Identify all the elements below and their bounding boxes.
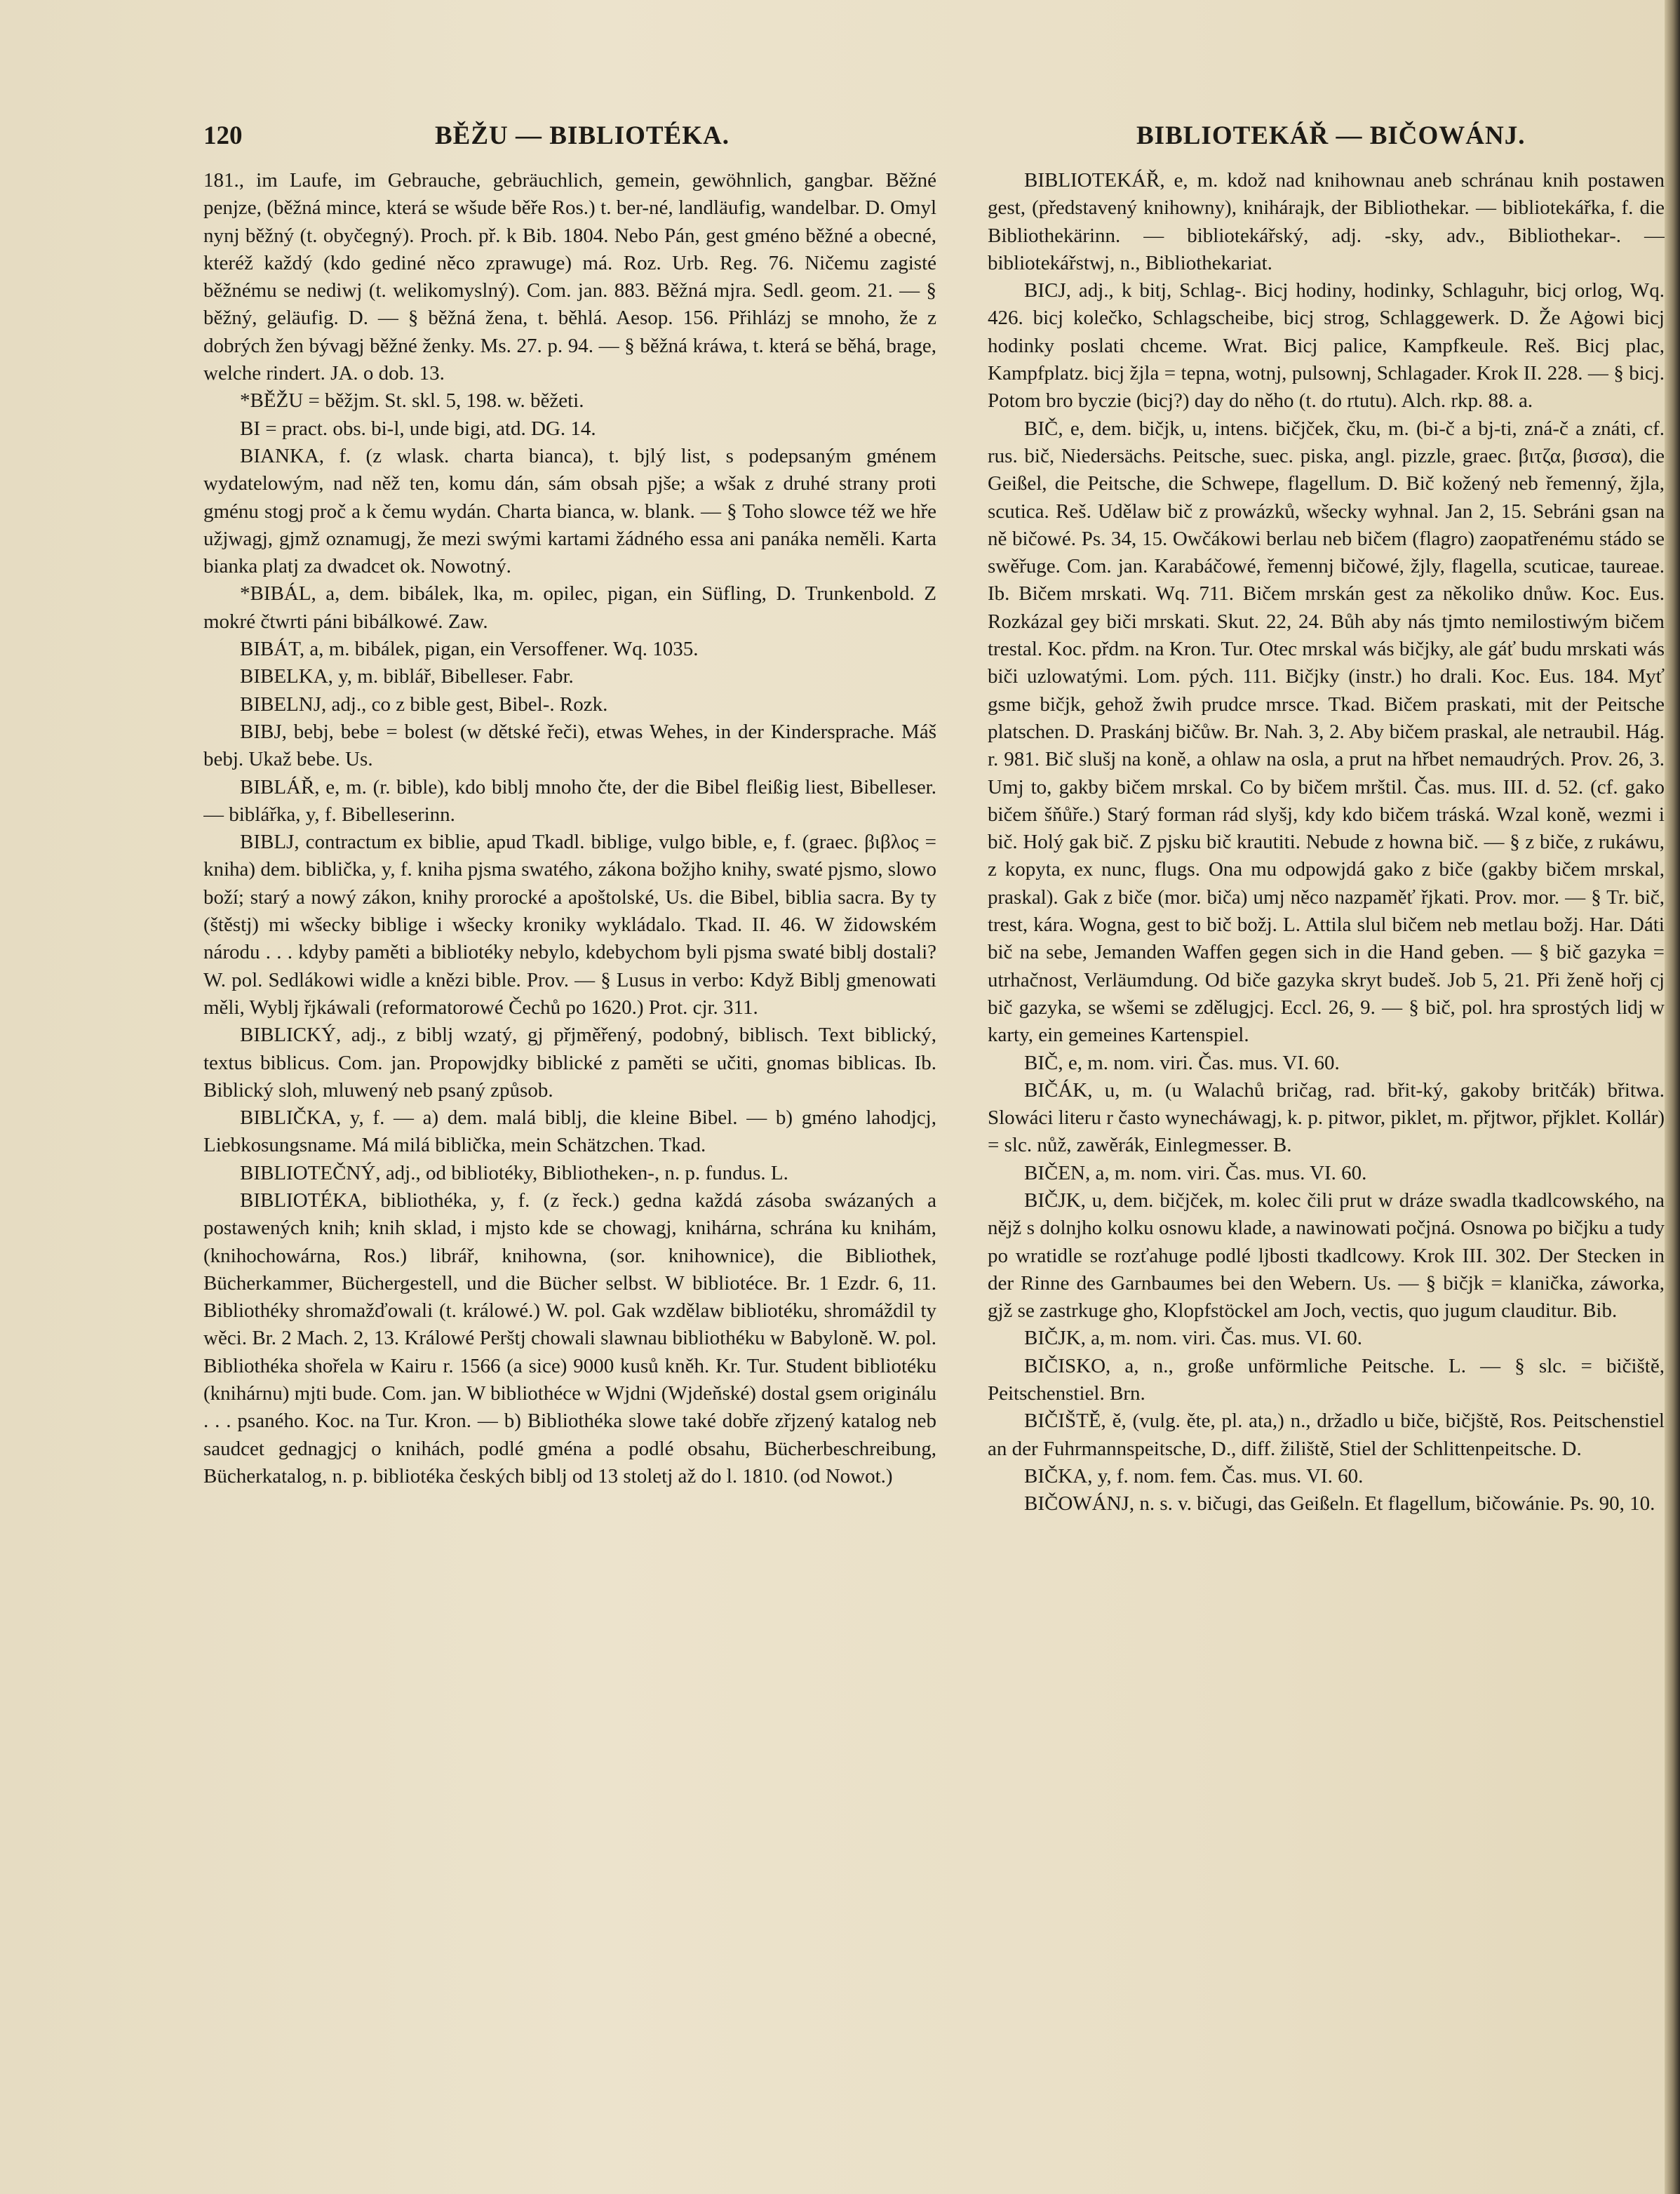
running-header [203, 121, 1617, 163]
dictionary-entry: BI = pract. obs. bi-l, unde bigi, atd. DG. 14. [240, 417, 596, 440]
dictionary-entry: BIBLJ, contractum ex biblie, apud Tkadl. biblige, vulgo bible, e, f. (graec. βιβλος = kniha) dem. biblička, y, f. kniha pjsma swatého, zákona božjho knihy, swaté pjsmo, slowo boží; starý a nowý zákon, knihy prorocké a apoštolské, Us. die Bibel, biblia sacra. By ty (štěstj) mi wšecky biblige i wšecky kroniky wykládalo. Tkad. II. 46. W židowském národu . . . kdyby paměti a bibliotéky nebylo, kdebychom byli pjsma swaté biblj dostali? W. pol. Sedlákowi widle a knězi bible. Prov. — § Lusus in verbo: Když Biblj gmenowati měli, Wyblj řjkáwali (reformatorowé Čechů po 1620.) Prot. cjr. 311. [203, 831, 936, 1019]
dictionary-entry: BIBELNJ, adj., co z bible gest, Bibel-. Rozk. [240, 693, 608, 716]
dictionary-entry: BIČ, e, dem. bičjk, u, intens. bičjček, čku, m. (bi-č a bj-ti, zná-č a znáti, cf. rus. bič, Niedersächs. Peitsche, suec. piska, angl. pizzle, graec. βιτζα, βισσα), die Geißel, die Peitsche, die Schwepe, flagellum. D. Bič kožený neb řemenný, žjla, scutica. Reš. Udělaw bič z prowázků, wšecky wyhnal. Jan 2, 15. Sebráni gsan na ně bičowé. Ps. 34, 15. Owčákowi berlau neb bičem (flagro) zaopatřenému stádo se swěřuge. Com. jan. Karabáčowé, řemennj bičowé, žjly, flagella, scuticae, taureae. Ib. Bičem mrskati. Wq. 711. Bičem mrskán gest za několiko dnůw. Koc. Eus. Rozkázal gey biči mrskati. Skut. 22, 24. Bůh aby nás tjmto nemilostiwým bičem trestal. Koc. přdm. na Kron. Tur. Otec mrskal wás bičjky, ale gáť budu mrskati wás biči uzlowatými. Lom. pých. 111. Bičjky (instr.) ho drali. Koc. Eus. 184. Myť gsme bičjk, gehož žwih prudce mrsce. Tkad. Bičem praskati, mit der Peitsche platschen. D. Praskánj bičůw. Br. Nah. 3, 2. Aby bičem praskal, ale netraubil. Hág. r. 981. Bič slušj na koně, a ohlaw na osla, a prut na hřbet nemaudrých. Prov. 26, 3. Umj to, gakby bičem mrskal. Co by bičem mrštil. Čas. mus. III. d. 52. (cf. gako bičem šňůře.) Starý forman rád slyšj, kdy kdo bičem tráská. Wzal koně, wezmi i bič. Holý gak bič. Z pjsku bič krautiti. Nebude z howna bič. — § z biče, z rukáwu, z kopyta, ex nunc, flugs. Ona mu odpowjdá gako z biče (gakby bičem mrskal, praskal). Gak z biče (mor. biča) umj něco nazpaměť řjkati. Prov. mor. — § Tr. bič, trest, kára. Wogna, gest to bič božj. L. Attila slul bičem neb metlau božj. Har. Dáti bič na sebe, Jemanden Waffen gegen sich in die Hand geben. — § bič gazyka = utrhačnost, Verläumdung. Od biče gazyka skryt budeš. Job 5, 21. Při ženě hořj cj bič gazyka, se wšemi se zdělugjcj. Eccl. 26, 9. — § bič, pol. hra sprostých lidj w karty, ein gemeines Kartenspiel. [988, 417, 1665, 1047]
header-right-title: BIBLIOTEKÁŘ — BIČOWÁNJ. [1136, 121, 1526, 150]
dictionary-entry: BIČISKO, a, n., große unförmliche Peitsche. L. — § slc. = bičiště, Peitschenstiel. Brn. [988, 1354, 1665, 1405]
dictionary-entry: BIČEN, a, m. nom. viri. Čas. mus. VI. 60. [1024, 1161, 1367, 1184]
dictionary-entry: BIBELKA, y, m. biblář, Bibelleser. Fabr. [240, 665, 574, 688]
dictionary-entry: BIANKA, f. (z wlask. charta bianca), t. bjlý list, s podepsaným gménem wydatelowým, nad něž ten, komu dán, sám obsah pjše; a wšak z druhé strany proti gménu stogj proč a k čemu wydán. Charta bianca, w. blank. — § Toho slowce též we hře užjwagj, gjmž oznamugj, že mezi swými kartami žádného essa ani panáka neměli. Karta bianka platj za dwadcet ok. Nowotný. [203, 444, 936, 578]
dictionary-entry: BIBÁT, a, m. bibálek, pigan, ein Versoffener. Wq. 1035. [240, 638, 699, 661]
dictionary-entry: BIBLIOTEKÁŘ, e, m. kdož nad knihownau aneb schránau knih postawen gest, (představený knihowny), knihárajk, der Bibliothekar. — bibliotekářka, f. die Bibliothekärinn. — bibliotekářský, adj. -sky, adv., Bibliothekar-. — bibliotekářstwj, n., Bibliothekariat. [988, 169, 1665, 274]
dictionary-entry: BIBLIOTÉKA, bibliothéka, y, f. (z řeck.) gedna každá zásoba swázaných a postawených knih; knih sklad, i mjsto kde se chowagj, knihárna, schrána ku knihám, (knihochowárna, Ros.) librář, knihowna, (sor. knihownice), die Bibliothek, Bücherkammer, Büchergestell, und die Bücher selbst. W bibliotéce. Br. 1 Ezdr. 6, 11. Bibliothéky shromažďowali (t. králowé.) W. pol. Gak wzdělaw bibliotéku, shromáždil ty wěci. Br. 2 Mach. 2, 13. Králowé Perštj chowali slawnau bibliothéku w Babyloně. W. pol. Bibliothéka shořela w Kairu r. 1566 (a sice) 9000 kusů kněh. Kr. Tur. Student bibliotéku (knihárnu) mjti bude. Com. jan. W bibliothéce w Wjdni (Wjdeňské) dostal gsem originálu . . . psaného. Koc. na Tur. Kron. — b) Bibliothéka slowe také dobře zřjzený katalog neb saudcet gednagjcj o knihách, podlé gména a podlé obsahu, Bücherbeschreibung, Bücherkatalog, n. p. bibliotéka českých biblj od 13 stoletj až do l. 1810. (od Nowot.) [203, 1189, 936, 1487]
dictionary-entry: BIČJK, u, dem. bičjček, m. kolec čili prut w dráze swadla tkadlcowského, na nějž s dolnjho kolku osnowu klade, a nawinowati počjná. Osnowa po bičjku a tudy po wratidle se rozťahuge podlé ljbosti tkadlcowy. Krok III. 302. Der Stecken in der Rinne des Garnbaumes bei den Webern. Us. — § bičjk = klanička, záworka, gjž se zastrkuge gho, Klopfstöckel am Joch, vectis, quo jugum clauditur. Bib. [988, 1189, 1665, 1323]
dictionary-entry: BICJ, adj., k bitj, Schlag-. Bicj hodiny, hodinky, Schlaguhr, bicj orlog, Wq. 426. bicj kolečko, Schlagscheibe, bicj strog, Schlaggewerk. D. Že Aġowi bicj hodinky poslati chceme. Wrat. Bicj palice, Kampfkeule. Reš. Bicj plac, Kampfplatz. bicj žjla = tepna, wotnj, pulsownj, Schlagader. Krok II. 228. — § bicj. Potom bro byczie (bicj?) day do něho (t. do rtutu). Alch. rkp. 88. a. [988, 279, 1665, 413]
dictionary-entry: BIČÁK, u, m. (u Walachů bričag, rad. břit-ký, gakoby britčák) břitwa. Slowáci literu r často wynecháwagj, k. p. pitwor, piklet, m. přjtwor, přjklet. Kollár) = slc. nůž, zawěrák, Einlegmesser. B. [988, 1078, 1665, 1157]
dictionary-entry: BIČ, e, m. nom. viri. Čas. mus. VI. 60. [1024, 1051, 1340, 1074]
dictionary-entry: BIČJK, a, m. nom. viri. Čas. mus. VI. 60. [1024, 1327, 1362, 1350]
dictionary-entry: BIČOWÁNJ, n. s. v. bičugi, das Geißeln. Et flagellum, bičowánie. Ps. 90, 10. [1024, 1492, 1655, 1516]
dictionary-entry: BIBLIČKA, y, f. — a) dem. malá biblj, die kleine Bibel. — b) gméno lahodjcj, Liebkosungsname. Má milá biblička, mein Schätzchen. Tkad. [203, 1106, 936, 1157]
dictionary-entry: BIBLÁŘ, e, m. (r. bible), kdo biblj mnoho čte, der die Bibel fleißig liest, Bibelleser. — biblářka, y, f. Bibelleserinn. [203, 775, 936, 826]
dictionary-entry: BIBJ, bebj, bebe = bolest (w dětské řeči), etwas Wehes, in der Kindersprache. Máš bebj. Ukaž bebe. Us. [203, 720, 936, 771]
page-edge-shadow [1665, 0, 1680, 2194]
dictionary-entry: BIBLIOTEČNÝ, adj., od bibliotéky, Bibliotheken-, n. p. fundus. L. [240, 1161, 788, 1184]
dictionary-entry: BIČIŠTĚ, ě, (vulg. ěte, pl. ata,) n., držadlo u biče, bičjště, Ros. Peitschenstiel an der Fuhrmannspeitsche, D., diff. žiliště, Stiel der Schlittenpeitsche. D. [988, 1410, 1665, 1460]
dictionary-entry: BIBLICKÝ, adj., z biblj wzatý, gj přjměřený, podobný, biblisch. Text biblický, textus biblicus. Com. jan. Propowjdky biblické z paměti se učiti, gnomas biblicas. Ib. Biblický sloh, mluwený neb psaný způsob. [203, 1024, 936, 1102]
page-number: 120 [203, 121, 243, 150]
dictionary-entry: BIČKA, y, f. nom. fem. Čas. mus. VI. 60. [1024, 1464, 1364, 1487]
dictionary-entry: *BIBÁL, a, dem. bibálek, lka, m. opilec, pigan, ein Süfling, D. Trunkenbold. Z mokré čtwrti páni bibálkowé. Zaw. [203, 582, 936, 633]
right-column [988, 167, 1665, 2103]
header-left-title: BĚŽU — BIBLIOTÉKA. [435, 121, 730, 150]
left-column [203, 167, 936, 2103]
dictionary-entry: 181., im Laufe, im Gebrauche, gebräuchlich, gemein, gewöhnlich, gangbar. Běžné penjze, (běžná mince, která se wšude běře Ros.) t. ber-né, landläufig, wandelbar. D. Omyl nynj běžný (t. obyčegný). Proch. př. k Bib. 1804. Nebo Pán, gest gméno běžné a obecné, kteréž každý (kdo gediné něco zprawuge) má. Roz. Urb. Reg. 76. Ničemu zagisté běžnému se nediwj (t. welikomyslný). Com. jan. 883. Běžná mjra. Sedl. geom. 21. — § běžný, geläufig. D. — § běžná žena, t. běhlá. Aesop. 156. Přihlázj se mnoho, že z dobrých žen bývagj běžné ženky. Ms. 27. p. 94. — § běžná kráwa, t. která se běhá, brage, welche rindert. JA. o dob. 13. [203, 169, 936, 385]
dictionary-entry: *BĚŽU = běžjm. St. skl. 5, 198. w. běžeti. [240, 389, 584, 413]
